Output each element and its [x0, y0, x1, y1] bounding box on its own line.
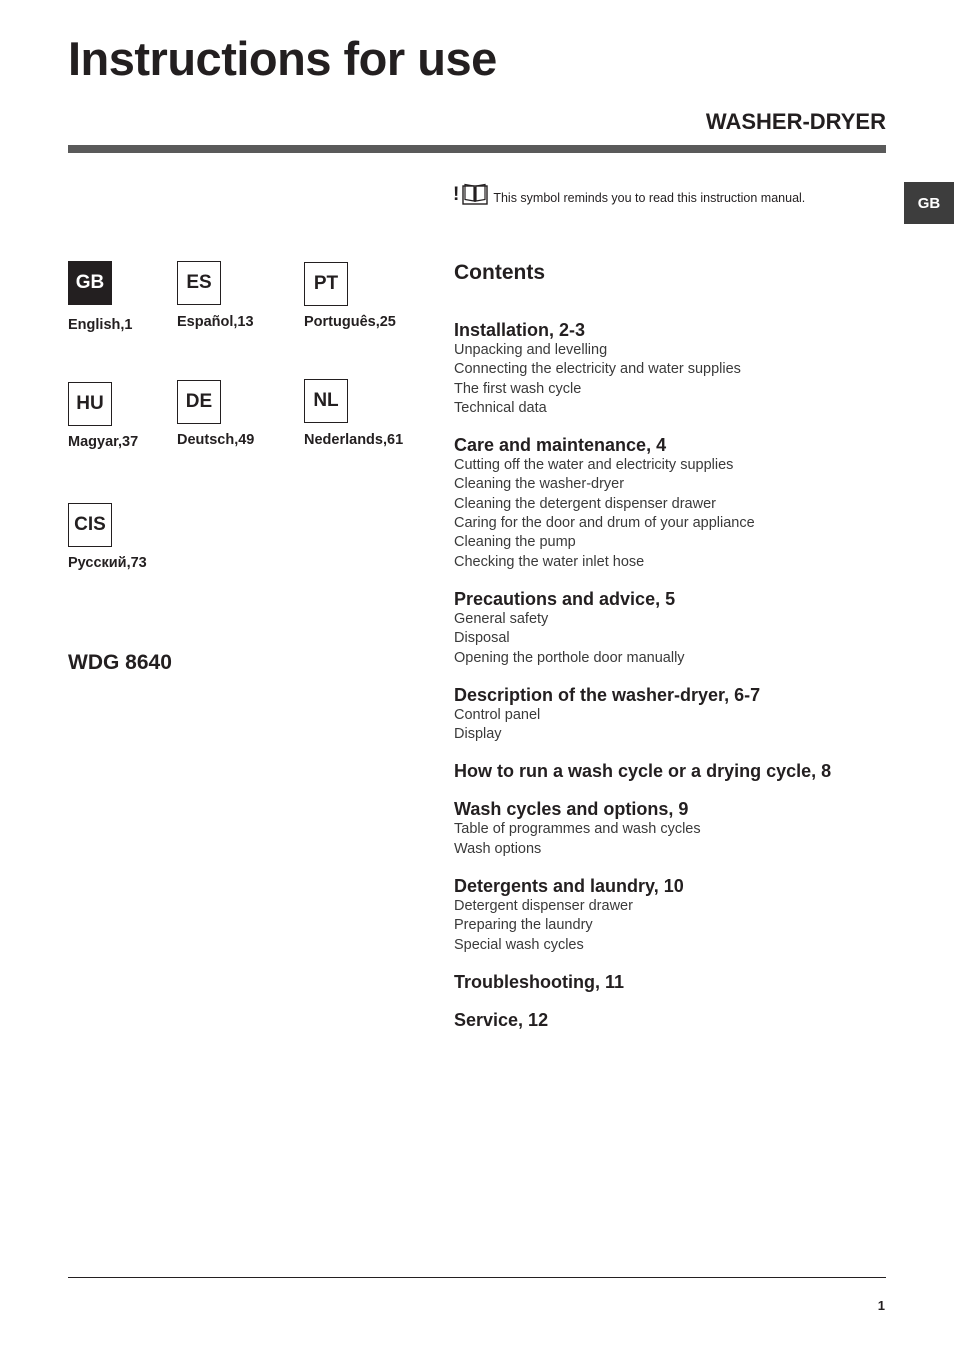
section-title[interactable]: Service, 12: [454, 1009, 549, 1030]
contents-section: [454, 875, 894, 955]
language-label-hu: Magyar,37: [68, 434, 139, 450]
section-item: Cleaning the detergent dispenser drawer: [454, 495, 716, 512]
language-hu[interactable]: [68, 382, 138, 450]
contents-heading: Contents: [454, 261, 545, 284]
contents-section: [454, 588, 894, 668]
section-item: Special wash cycles: [454, 936, 584, 953]
section-item: Cleaning the washer-dryer: [454, 476, 625, 493]
section-title[interactable]: Installation, 2-3: [454, 320, 586, 340]
section-item: Table of programmes and wash cycles: [454, 821, 701, 838]
section-title[interactable]: How to run a wash cycle or a drying cycle, 8: [454, 761, 832, 782]
language-gb[interactable]: [68, 261, 132, 333]
language-label-gb: English,1: [68, 317, 133, 333]
section-title[interactable]: Troubleshooting, 11: [454, 971, 625, 992]
section-item: Caring for the door and drum of your appliance: [454, 515, 755, 532]
notice-text: This symbol reminds you to read this instruction manual.: [493, 191, 806, 205]
language-label-cis: Русский,73: [68, 555, 147, 571]
header-divider: [68, 145, 886, 153]
language-code-pt: PT: [304, 262, 348, 306]
section-title[interactable]: Description of the washer-dryer, 6-7: [454, 684, 761, 705]
section-item: Opening the porthole door manually: [454, 649, 685, 666]
language-code-hu: HU: [68, 382, 112, 426]
section-item: The first wash cycle: [454, 380, 582, 397]
contents-section: [454, 684, 894, 745]
page-title: Instructions for use: [68, 32, 497, 85]
product-type: WASHER-DRYER: [705, 109, 886, 134]
section-item: General safety: [454, 610, 549, 627]
section-item: Unpacking and levelling: [454, 342, 608, 358]
contents-sections: [454, 319, 894, 1031]
language-de[interactable]: [177, 380, 254, 448]
section-item: Connecting the electricity and water supplies: [454, 361, 741, 378]
contents-section: [454, 798, 894, 859]
contents-section: [454, 971, 894, 993]
language-code-gb: GB: [68, 261, 112, 305]
language-code-cis: CIS: [68, 503, 112, 547]
section-item: Control panel: [454, 706, 541, 723]
section-title[interactable]: Detergents and laundry, 10: [454, 876, 684, 897]
contents-section: [454, 1009, 894, 1031]
model-number: WDG 8640: [68, 651, 172, 674]
language-label-nl: Nederlands,61: [304, 432, 404, 448]
language-cis[interactable]: [68, 503, 147, 571]
language-label-de: Deutsch,49: [177, 432, 255, 448]
section-item: Detergent dispenser drawer: [454, 898, 633, 915]
contents-section: [454, 760, 894, 782]
book-icon: [462, 183, 488, 205]
section-item: Preparing the laundry: [454, 917, 593, 934]
section-item: Wash options: [454, 840, 542, 857]
section-title[interactable]: Wash cycles and options, 9: [454, 799, 689, 820]
section-item: Checking the water inlet hose: [454, 553, 645, 570]
language-nl[interactable]: [304, 379, 403, 448]
language-code-de: DE: [177, 380, 221, 424]
language-side-tab: GB: [904, 182, 954, 224]
language-es[interactable]: [177, 261, 254, 330]
contents-section: [454, 319, 894, 418]
exclamation-mark: !: [453, 184, 460, 205]
contents-section: [454, 434, 894, 572]
language-code-es: ES: [177, 261, 221, 305]
language-code-nl: NL: [304, 379, 348, 423]
section-title[interactable]: Precautions and advice, 5: [454, 588, 676, 609]
section-title[interactable]: Care and maintenance, 4: [454, 435, 667, 456]
language-pt[interactable]: [304, 262, 396, 330]
language-label-es: Español,13: [177, 314, 254, 330]
section-item: Disposal: [454, 630, 510, 647]
section-item: Display: [454, 726, 502, 743]
page-number: 1: [877, 1298, 885, 1313]
footer-divider: [68, 1277, 886, 1278]
read-manual-notice: [453, 183, 805, 205]
table-of-contents: [454, 259, 894, 1047]
section-item: Cleaning the pump: [454, 534, 576, 551]
section-item: Technical data: [454, 399, 547, 416]
language-label-pt: Português,25: [304, 314, 396, 330]
section-item: Cutting off the water and electricity supplies: [454, 457, 734, 474]
